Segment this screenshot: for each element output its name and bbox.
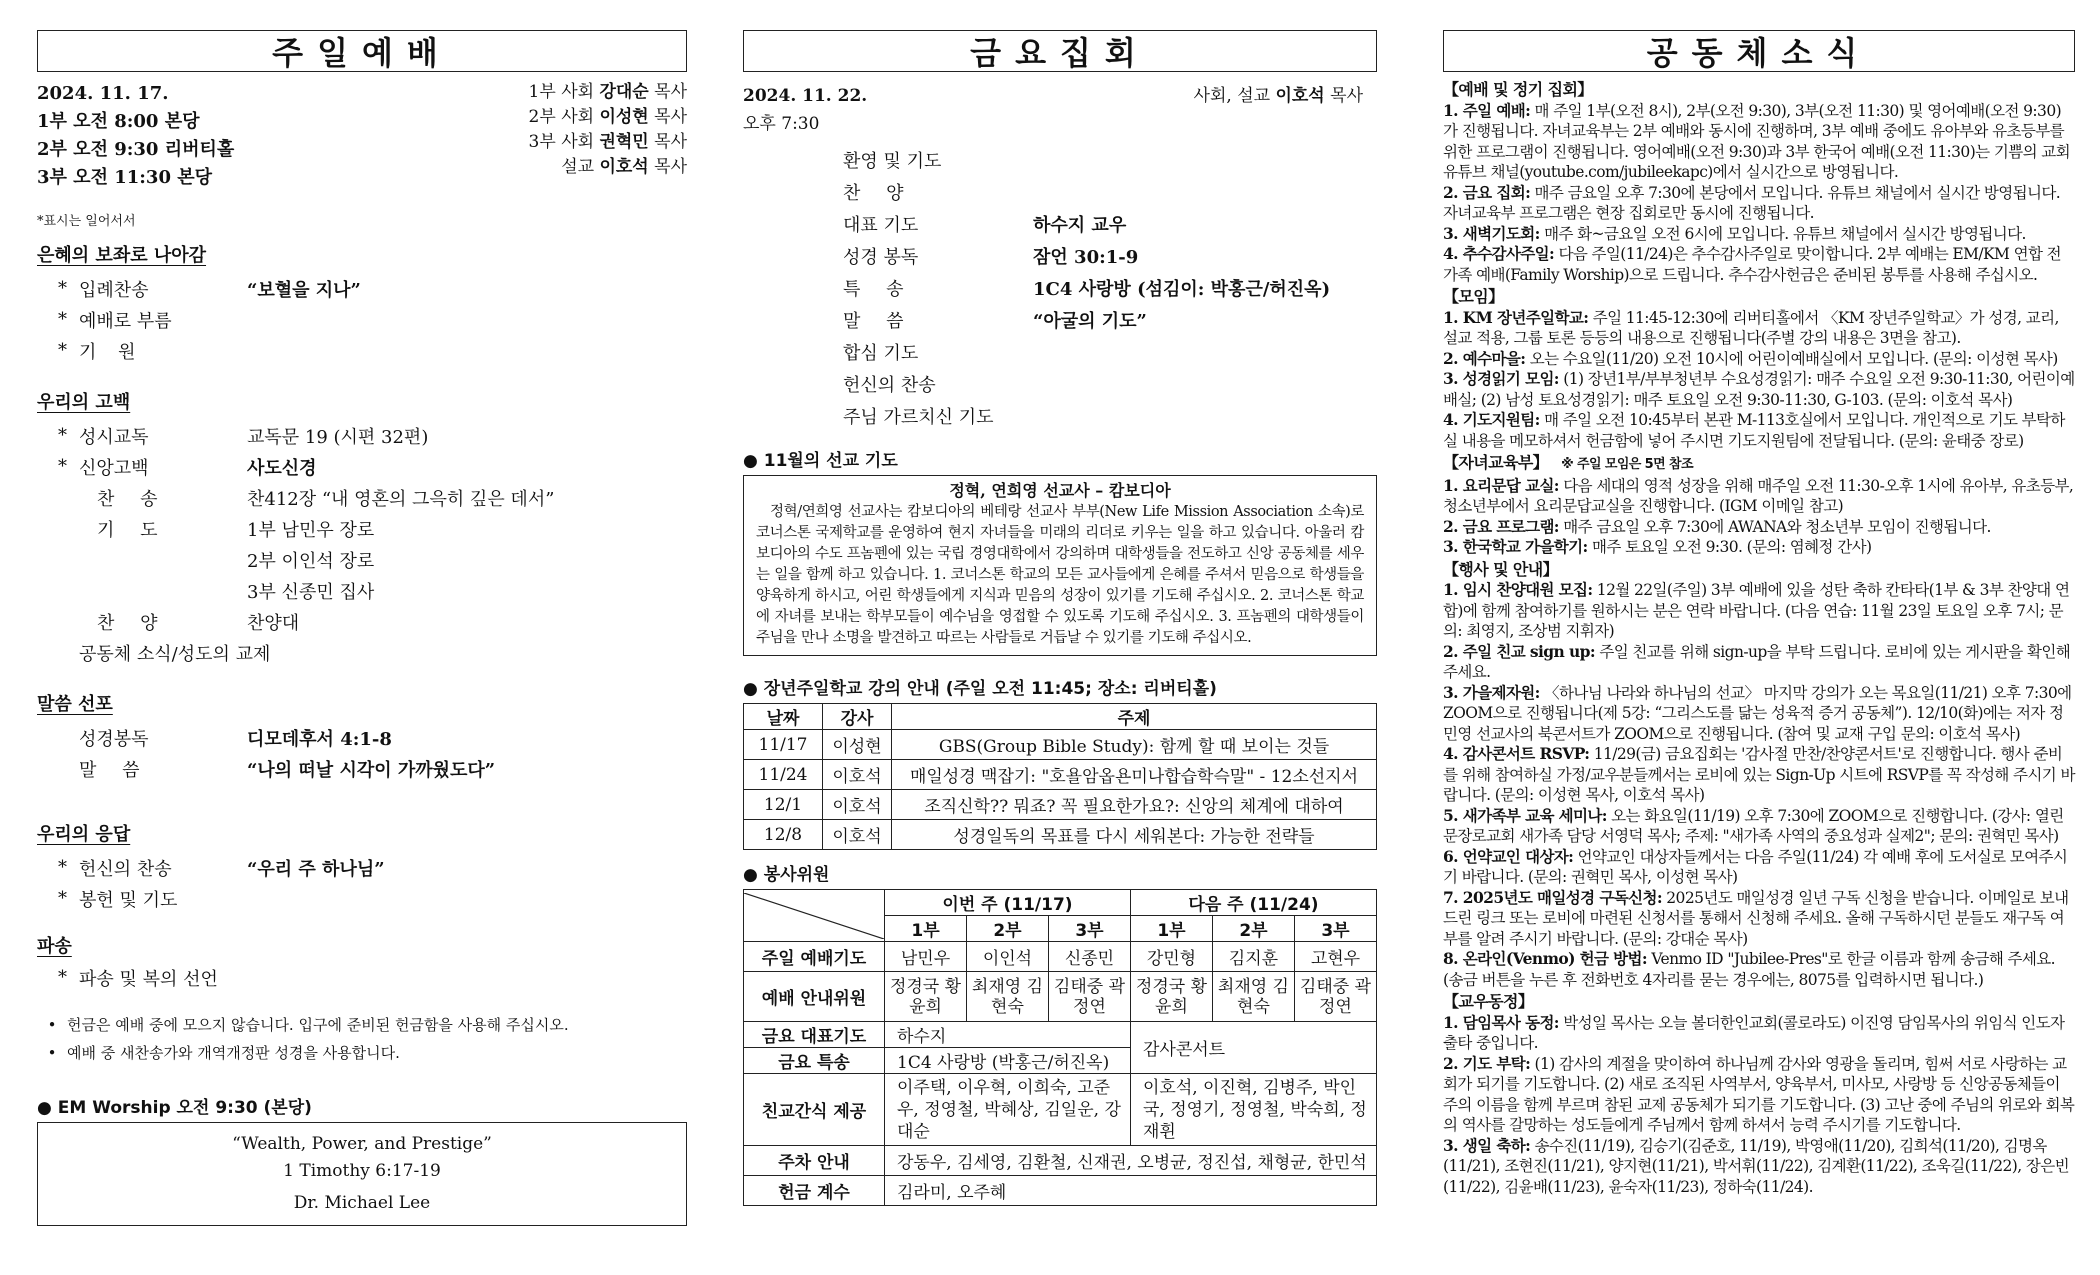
adult-school-table	[743, 703, 1377, 850]
liturgy-item: 환영 및 기도	[843, 151, 942, 172]
order-item: 기 도 1부 남민우 장로	[97, 519, 375, 541]
news-item: 1. 담임목사 동정: 박성일 목사는 오늘 볼더한인교회(콜로라도) 이진영 담임목사의 위임식 인도자 출타 중입니다.	[1443, 1012, 2065, 1052]
em-scripture: 1 Timothy 6:17-19	[283, 1161, 441, 1181]
news-item: 2. 금요 집회: 매주 금요일 오후 7:30에 본당에서 모입니다. 유튜브 채널에서 실시간 방영됩니다. 자녀교육부 프로그램은 현장 집회로만 동시에 진행됩니다.	[1443, 182, 2061, 222]
service-time: 3부 오전 11:30 본당	[37, 167, 213, 188]
volunteers-heading: ● 봉사위원	[743, 865, 830, 885]
news-column	[1443, 30, 2075, 1197]
order-item: 찬 양 찬양대	[97, 612, 300, 634]
table-row: 12/1 이호석 조직신학?? 뭐죠? 꼭 필요한가요?: 신앙의 체계에 대하여	[744, 790, 1377, 820]
section-title: 우리의 응답	[37, 824, 131, 845]
news-item: 5. 새가족부 교육 세미나: 오는 화요일(11/19) 오후 7:30에 ZOOM으로 진행합니다. (강사: 열린문장로교회 새가족 담당 서영덕 목사; 주제: "새가족 사역의 중요성과 실제2"; 문의: 권혁민 목사)	[1443, 805, 2064, 845]
news-category-title: 【모임】	[1443, 287, 1504, 306]
mission-title: 정혁, 연희영 선교사 – 캄보디아	[949, 481, 1171, 500]
diagonal-cell	[744, 890, 885, 942]
order-item: * 봉헌 및 기도	[58, 888, 178, 911]
order-item: 말 씀 “나의 떠날 시각이 가까웠도다”	[79, 759, 496, 781]
liturgy-item: 말 씀 “아굴의 기도”	[843, 311, 1147, 332]
news-item: 3. 한국학교 가을학기: 매주 토요일 오전 9:30. (문의: 염혜정 간사)	[1443, 537, 1872, 556]
em-preacher: Dr. Michael Lee	[293, 1193, 431, 1213]
friday-header: 금요집회	[743, 30, 1377, 72]
leader-line: 설교 이호석 목사	[561, 157, 687, 177]
section-title: 말씀 선포	[37, 694, 113, 715]
table-row: 금요 특송 1C4 사랑방 (박홍근/허진옥)	[744, 1048, 1377, 1074]
news-category-title: 【자녀교육부】 ※ 주일 모임은 5면 참조	[1443, 453, 1693, 472]
news-item: 1. 주일 예배: 매 주일 1부(오전 8시), 2부(오전 9:30), 3부(오전 11:30) 및 영어예배(오전 9:30)가 진행됩니다. 자녀교육부는 2부 예배와 동시에 진행하며, 3부 예배 중에도 유아부와 유초등부를 위한 프로그램이 진행됩니다. 영어예배(오전 9:30)과 3부 한국어 예배(오전 11:30)는 기쁨의 교회 유튜브 채널(youtube.com/jubileekapc)에서 실시간으로 방영됩니다.	[1443, 100, 2071, 181]
news-body	[1443, 80, 2075, 1197]
news-category-title: 【예배 및 정기 집회】	[1443, 80, 1593, 99]
friday-liturgy	[843, 144, 1377, 432]
note: • 예배 중 새찬송가와 개역개정판 성경을 사용합니다.	[47, 1044, 400, 1062]
em-title: “Wealth, Power, and Prestige”	[232, 1134, 492, 1154]
liturgy-item: 성경 봉독 잠언 30:1-9	[843, 247, 1139, 268]
note: • 헌금은 예배 중에 모으지 않습니다. 입구에 준비된 헌금함을 사용해 주십시오.	[47, 1016, 569, 1034]
leader-line: 2부 사회 이성현 목사	[528, 107, 687, 127]
mission-box	[743, 475, 1377, 656]
table-row: 친교간식 제공 이주택, 이우혁, 이희숙, 고준우, 정영철, 박혜상, 김일운, 강대순 이호석, 이진혁, 김병주, 박인국, 정영기, 정영철, 박숙희, 정재휜	[744, 1074, 1377, 1146]
news-category-title: 【행사 및 안내】	[1443, 559, 1559, 579]
liturgy-item: 합심 기도	[843, 343, 919, 364]
order-item: * 입례찬송 “보혈을 지나”	[58, 278, 361, 301]
table-row: 11/24 이호석 매일성경 맥잡기: "호욜암옵욘미나합습학슥말" - 12소선지서	[744, 760, 1377, 790]
news-item: 3. 생일 축하: 송수진(11/19), 김승기(김준호, 11/19), 박영애(11/20), 김희석(11/20), 김명옥(11/21), 조현진(11/21), 양지현(11/21), 박서휘(11/22), 김계환(11/22), 조욱길(11/22), 장은빈(11/22), 김윤배(11/23), 윤숙자(11/23), 정하숙(11/24).	[1443, 1135, 2070, 1196]
table-row: 주일 예배기도 남민우 이인석 신종민 강민형 김지훈 고현우	[744, 942, 1377, 972]
news-item: 4. 추수감사주일: 다음 주일(11/24)은 추수감사주일로 맞이합니다. 2부 예배는 EM/KM 연합 전가족 예배(Family Worship)으로 드립니다. 추수감사헌금은 준비된 봉투를 사용해 주십시오.	[1443, 244, 2062, 284]
order-item: * 파송 및 복의 선언	[58, 967, 218, 990]
section-title: 은혜의 보좌로 나아감	[37, 245, 207, 266]
news-item: 2. 주일 친교 sign up: 주일 친교를 위해 sign-up을 부탁 드립니다. 로비에 있는 게시판을 확인해 주세요.	[1443, 641, 2071, 681]
order-section	[37, 820, 687, 914]
mission-body: 정혁/연희영 선교사는 캄보디아의 베테랑 선교사 부부(New Life Mission Association 소속)로 코너스톤 국제학교를 운영하여 현지 자녀들을 미래의 리더로 키우는 일을 하고 있습니다. 아울러 캄보디아의 수도 프놈펜에 있는 국립 경영대학에서 강의하며 대학생들을 전도하고 신앙 공동체를 세우는 일을 함께 하고 있습니다. 1. 코너스톤 학교의 모든 교사들에게 은혜를 주셔서 믿음으로 학생들을 양육하게 하시고, 어린 학생들에게 지식과 믿음의 성장이 있기를 기도해 주십시오. 2. 코너스톤 학교에 자녀를 보내는 학부모들이 예수님을 영접할 수 있도록 기도해 주십시오. 3. 프놈펜의 대학생들이 주님을 만나 소명을 발견하고 따르는 사람들로 거듭날 수 있기를 기도해 주십시오.	[756, 504, 1364, 646]
em-heading: ● EM Worship 오전 9:30 (본당)	[37, 1098, 312, 1118]
order-item: * 성시교독 교독문 19 (시편 32편)	[58, 425, 429, 448]
news-item: 6. 언약교인 대상자: 언약교인 대상자들께서는 다음 주일(11/24) 각 예배 후에 도서실로 모여주시기 바랍니다. (문의: 권혁민 목사, 이성현 목사)	[1443, 846, 2068, 886]
sunday-header: 주일예배	[37, 30, 687, 72]
friday-column	[743, 30, 1377, 1206]
order-section	[37, 932, 687, 993]
table-row: 주차 안내 강동우, 김세영, 김환철, 신재권, 오병균, 정진섭, 채형균, 한민석	[744, 1146, 1377, 1176]
service-time: 2부 오전 9:30 리버티홀	[37, 139, 235, 160]
col-header: 강사	[823, 704, 892, 730]
order-item: * 기 원	[58, 340, 144, 363]
news-item: 1. KM 장년주일학교: 주일 11:45-12:30에 리버티홀에서 〈KM 장년주일학교〉가 성경, 교리, 설교 적용, 그룹 토론 등등의 내용으로 진행됩니다(주별 강의 내용은 3면을 참고).	[1443, 307, 2059, 347]
adult-school-heading: ● 장년주일학교 강의 안내 (주일 오전 11:45; 장소: 리버티홀)	[743, 679, 1217, 699]
volunteers-table: 이번 주 (11/17) 다음 주 (11/24) 1부 2부 3부 1부 2부 3부 주일 예배기도 남민우 이인석 신종민 강민형 김지훈 고현우 예배 안내위원 정경국 황윤희 최재영 김현숙 김태중 곽정연 정경국 황윤희 최재영 김현숙 김태중 곽정연 금요 대표기도 하수지 감사콘서트 금요 특송 1C4 사랑방 (박홍근/허진옥) 친교간식 제공 이주택, 이우혁, 이희숙, 고준우, 정영철, 박혜상, 김일운, 강대순 이호석, 이진혁, 김병주, 박인국, 정영기, 정영철, 박숙희, 정재휜 주차 안내 강동우, 김세영, 김환철, 신재권, 오병균, 정진섭, 채형균, 한민석 헌금 계수 김라미, 오주혜	[743, 889, 1377, 1206]
section-title: 파송	[37, 936, 72, 957]
news-item: 3. 가을제자원: 〈하나님 나라와 하나님의 선교〉 마지막 강의가 오는 목요일(11/21) 오후 7:30에 ZOOM으로 진행됩니다(제 5강: “그리스도를 닮는 성육적 증거 공동체”). 12/10(화)에는 저자 정민영 선교사의 북콘서트가 ZOOM으로 진행됩니다. (참여 및 교재 구입 문의: 이호석 목사)	[1443, 682, 2072, 743]
section-title: 우리의 고백	[37, 392, 131, 413]
order-item: 성경봉독 디모데후서 4:1-8	[79, 728, 392, 750]
next-week-header: 다음 주 (11/24)	[1130, 890, 1376, 916]
table-row: 금요 대표기도 하수지 감사콘서트	[744, 1022, 1377, 1048]
leader-line: 3부 사회 권혁민 목사	[528, 132, 687, 152]
news-item: 3. 성경읽기 모임: (1) 장년1부/부부청년부 수요성경읽기: 매주 수요일 오전 9:30-11:30, 어린이예배실; (2) 남성 토요성경읽기: 매주 토요일 오전 9:30-11:30, G-103. (문의: 이호석 목사)	[1443, 369, 2075, 409]
news-header: 공동체소식	[1443, 30, 2075, 72]
liturgy-item: 헌신의 찬송	[843, 375, 936, 396]
table-row: 11/17 이성현 GBS(Group Bible Study): 함께 할 때 보이는 것들	[744, 730, 1377, 760]
order-section	[37, 690, 687, 784]
leader-line: 1부 사회 강대순 목사	[528, 82, 687, 102]
news-item: 4. 기도지원팀: 매 주일 오전 10:45부터 본관 M-113호실에서 모입니다. 개인적으로 기도 부탁하실 내용을 메모하셔서 헌금함에 넣어 주시면 기도지원팀에 전달됩니다. (문의: 윤태중 장로)	[1443, 410, 2065, 450]
news-item: 1. 임시 찬양대원 모집: 12월 22일(주일) 3부 예배에 있을 성탄 축하 칸타타(1부 & 3부 찬양대 연합)에 함께 참여하기를 원하시는 분은 연락 바랍니다. (다음 연습: 11월 23일 토요일 오후 7시; 문의: 최영지, 조상범 지휘자)	[1443, 580, 2070, 640]
order-item: 3부 신종민 집사	[247, 581, 375, 603]
sunday-column	[37, 30, 687, 1226]
this-week-header: 이번 주 (11/17)	[885, 890, 1131, 916]
order-item: * 헌신의 찬송 “우리 주 하나님”	[58, 857, 385, 880]
liturgy-item: 대표 기도 하수지 교우	[843, 215, 1127, 236]
friday-leader: 사회, 설교 이호석 목사	[1193, 86, 1363, 106]
em-box	[37, 1122, 687, 1226]
col-header: 날짜	[744, 704, 823, 730]
table-row: 헌금 계수 김라미, 오주혜	[744, 1176, 1377, 1206]
order-section	[37, 388, 687, 668]
liturgy-item: 주님 가르치신 기도	[843, 407, 994, 428]
order-item: 찬 송 찬412장 “내 영혼의 그윽히 깊은 데서”	[97, 488, 555, 510]
order-item: * 예배로 부름	[58, 309, 172, 332]
news-item: 7. 2025년도 매일성경 구독신청: 2025년도 매일성경 일년 구독 신청을 받습니다. 이메일로 보내드린 링크 또는 로비에 마련된 신청서를 통해서 신청해 주세요. 올해 구독하시던 분들도 재구독 여부를 알려 주시기 바랍니다. (문의: 강대순 목사)	[1443, 887, 2069, 948]
table-row: 12/8 이호석 성경일독의 목표를 다시 세워본다: 가능한 전략들	[744, 820, 1377, 850]
sunday-date: 2024. 11. 17.	[37, 83, 169, 104]
friday-time: 오후 7:30	[743, 114, 820, 134]
news-item: 8. 온라인(Venmo) 헌금 방법: Venmo ID "Jubilee-Pres"로 한글 이름과 함께 송금해 주세요. (송금 버튼을 누른 후 전화번호 4자리를 묻는 경우에는, 8075를 입력하시면 됩니다.)	[1443, 949, 2055, 989]
news-item: 2. 금요 프로그램: 매주 금요일 오후 7:30에 AWANA와 청소년부 모임이 진행됩니다.	[1443, 516, 1991, 536]
order-item: * 신앙고백 사도신경	[58, 456, 317, 479]
order-section	[37, 241, 687, 366]
col-header: 주제	[892, 704, 1377, 730]
liturgy-item: 특 송 1C4 사랑방 (섬김이: 박홍근/허진옥)	[843, 279, 1331, 300]
service-time: 1부 오전 8:00 본당	[37, 111, 200, 132]
mission-heading: ● 11월의 선교 기도	[743, 451, 898, 471]
news-item: 2. 기도 부탁: (1) 감사의 계절을 맞이하여 하나님께 감사와 영광을 돌리며, 힘써 서로 사랑하는 교회가 되기를 기도합니다. (2) 새로 조직된 사역부서, 양육부서, 미사모, 사랑방 등 신앙공동체들이 주의 이름을 함께 부르며 참된 교제 공동체가 되기를 기도합니다. (3) 고난 중에 주님의 위로와 회복의 역사를 갈망하는 성도들에게 주님께서 함께 하셔서 능력 주시기를 기도합니다.	[1443, 1053, 2075, 1134]
order-item: 2부 이인석 장로	[247, 550, 375, 572]
news-item: 1. 요리문답 교실: 다음 세대의 영적 성장을 위해 매주일 오전 11:30-오후 1시에 유아부, 유초등부, 청소년부에서 요리문답교실을 진행합니다. (IGM 이메일 참고)	[1443, 475, 2074, 515]
news-item: 2. 예수마을: 오는 수요일(11/20) 오전 10시에 어린이예배실에서 모입니다. (문의: 이성현 목사)	[1443, 348, 2058, 368]
table-row: 예배 안내위원 정경국 황윤희 최재영 김현숙 김태중 곽정연 정경국 황윤희 최재영 김현숙 김태중 곽정연	[744, 972, 1377, 1022]
liturgy-item: 찬 양	[843, 183, 914, 204]
news-item: 3. 새벽기도회: 매주 화~금요일 오전 6시에 모입니다. 유튜브 채널에서 실시간 방영됩니다.	[1443, 223, 2026, 243]
diagonal-line-icon	[744, 893, 884, 939]
news-item: 4. 감사콘서트 RSVP: 11/29(금) 금요집회는 '감사절 만찬/찬양콘서트'로 진행합니다. 행사 준비를 위해 참여하실 가정/교우분들께서는 로비에 있는 Sign-Up 시트에 RSVP를 꼭 작성해 주시기 바랍니다. (문의: 이성현 목사, 이호석 목사)	[1443, 744, 2075, 804]
news-category-title: 【교우동정】	[1443, 992, 1534, 1011]
standing-note: *표시는 일어서서	[37, 214, 136, 229]
friday-date: 2024. 11. 22.	[743, 86, 868, 106]
order-item: 공동체 소식/성도의 교제	[79, 643, 271, 665]
